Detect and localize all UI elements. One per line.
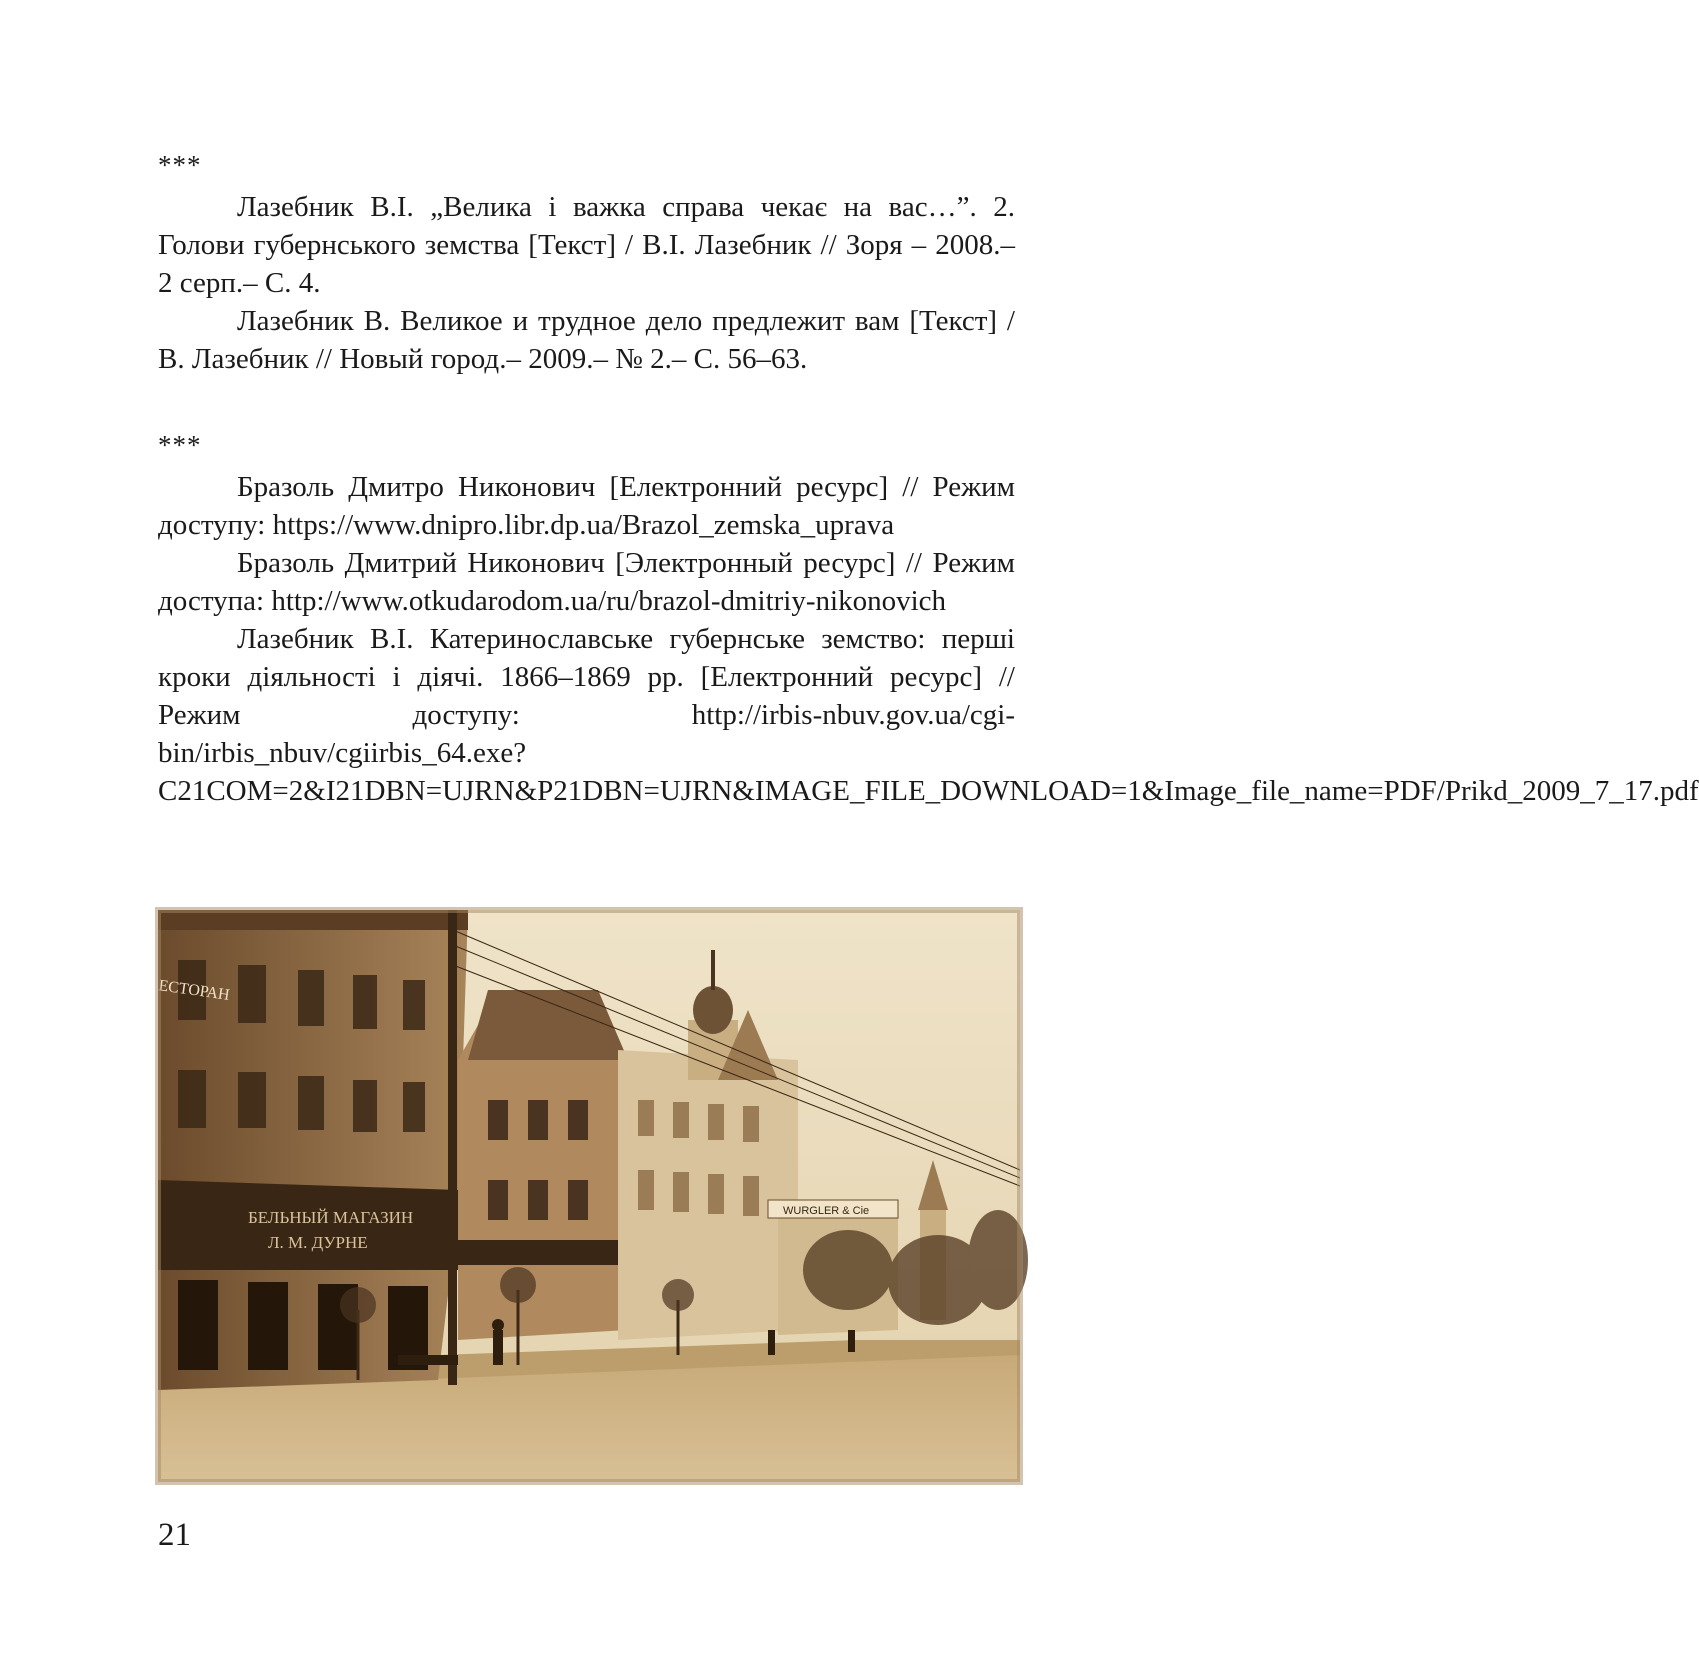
bibliography-entry: Бразоль Дмитро Никонович [Електронний ресурс] // Режим доступу: https://www.dnipro.libr.dp.ua/Brazol_zemska_uprava <box>158 471 1015 541</box>
section-separator: *** <box>158 430 202 460</box>
shop-sign: Л. М. ДУРНЕ <box>268 1233 368 1252</box>
bibliography-text <box>158 150 1699 810</box>
historic-street-photo <box>158 910 1020 1482</box>
shop-sign: БЕЛЬНЫЙ МАГАЗИН <box>248 1208 414 1227</box>
bibliography-entry: Бразоль Дмитрий Никонович [Электронный ресурс] // Режим доступа: http://www.otkudarodom.ua/ru/brazol-dmitriy-nikonovich <box>158 547 1015 617</box>
bibliography-section-2 <box>158 430 1699 810</box>
bibliography-entry: Лазебник В.І. „Велика і важка справа чекає на вас…”. 2. Голови губернського земства [Текст] / В.І. Лазебник // Зоря – 2008.– 2 серп.– С. 4. <box>158 191 1015 299</box>
bibliography-entry: Лазебник В. Великое и трудное дело предлежит вам [Текст] / В. Лазебник // Новый город.– 2009.– № 2.– С. 56–63. <box>158 305 1015 375</box>
shop-sign: ЕСТОРАН <box>157 977 231 1004</box>
shop-sign: WURGLER & Cie <box>783 1205 870 1217</box>
page-number: 21 <box>158 1517 191 1553</box>
bibliography-section-1 <box>158 150 1015 378</box>
bibliography-entry: Лазебник В.І. Катеринославське губернське земство: перші кроки діяльності і діячі. 1866–1869 рр. [Електронний ресурс] // Режим доступу: http://irbis-nbuv.gov.ua/cgi-bin/irbis_nbuv/cgiirbis_64.exe?C21COM=2&I21DBN=UJRN&P21DBN=UJRN&IMAGE_FILE_DOWNLOAD=1&Image_file_name=PDF/Prikd_2009_7_17.pdf <box>158 623 1699 807</box>
section-separator: *** <box>158 150 202 180</box>
